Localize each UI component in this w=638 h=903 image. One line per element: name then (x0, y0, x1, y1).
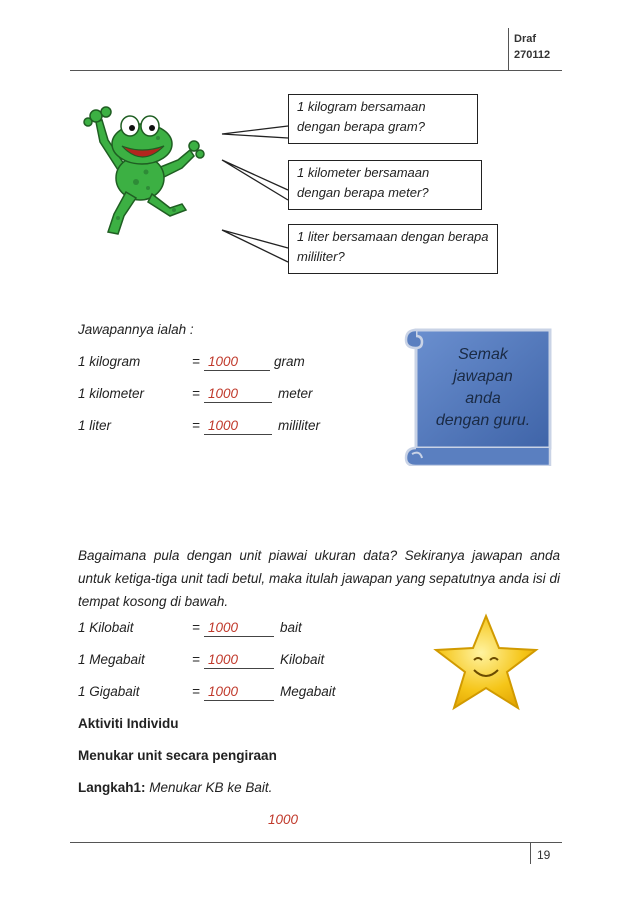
data-units-paragraph: Bagaimana pula dengan unit piawai ukuran data? Sekiranya jawapan anda untuk ketiga-tiga unit tadi betul, maka itulah jawapan yang sepatutnya anda isi di tempat kosong di bawah. (78, 548, 560, 609)
question-box-kilometer: 1 kilometer bersamaan dengan berapa meter? (288, 160, 482, 210)
unit-name: meter (278, 386, 313, 401)
activity-subtitle: Menukar unit secara pengiraan (78, 748, 277, 763)
equals-sign: = (192, 386, 200, 401)
scroll-line: Semak (458, 346, 508, 363)
step-text: Menukar KB ke Bait. (149, 780, 273, 795)
draft-code: 270112 (514, 49, 551, 61)
answer-blank: 1000 (204, 651, 274, 669)
step-line (78, 780, 272, 795)
unit-label: 1 kilometer (78, 386, 145, 401)
question-box-kilogram: 1 kilogram bersamaan dengan berapa gram? (288, 94, 478, 144)
equals-sign: = (192, 620, 200, 635)
equals-sign: = (192, 354, 200, 369)
equals-sign: = (192, 418, 200, 433)
data-unit-label: 1 Kilobait (78, 620, 134, 635)
answers-intro: Jawapannya ialah : (78, 322, 194, 337)
page-number: 19 (537, 848, 551, 862)
footer-divider (530, 842, 531, 864)
scroll-line: anda (465, 390, 501, 407)
smiling-star-illustration (428, 612, 544, 712)
unit-name: gram (274, 354, 305, 369)
data-unit-name: Kilobait (280, 652, 325, 667)
unit-name: mililiter (278, 418, 320, 433)
data-unit-label: 1 Gigabait (78, 684, 140, 699)
step-label: Langkah1: (78, 780, 146, 795)
answer-blank: 1000 (204, 353, 270, 371)
answer-blank: 1000 (204, 683, 274, 701)
unit-label: 1 liter (78, 418, 112, 433)
scroll-text (420, 344, 546, 432)
draft-label: Draf (514, 33, 537, 45)
unit-label: 1 kilogram (78, 354, 141, 369)
equals-sign: = (192, 684, 200, 699)
answer-blank: 1000 (204, 619, 274, 637)
data-unit-name: Megabait (280, 684, 336, 699)
scroll-line: jawapan (453, 368, 513, 385)
question-box-liter: 1 liter bersamaan dengan berapa mililiter? (288, 224, 498, 274)
data-unit-name: bait (280, 620, 302, 635)
activity-title: Aktiviti Individu (78, 716, 179, 731)
scroll-line: dengan guru. (435, 412, 531, 429)
answer-blank: 1000 (204, 385, 272, 403)
footer-rule (70, 842, 562, 843)
equals-sign: = (192, 652, 200, 667)
data-unit-label: 1 Megabait (78, 652, 145, 667)
calc-value: 1000 (268, 812, 299, 827)
answer-blank: 1000 (204, 417, 272, 435)
